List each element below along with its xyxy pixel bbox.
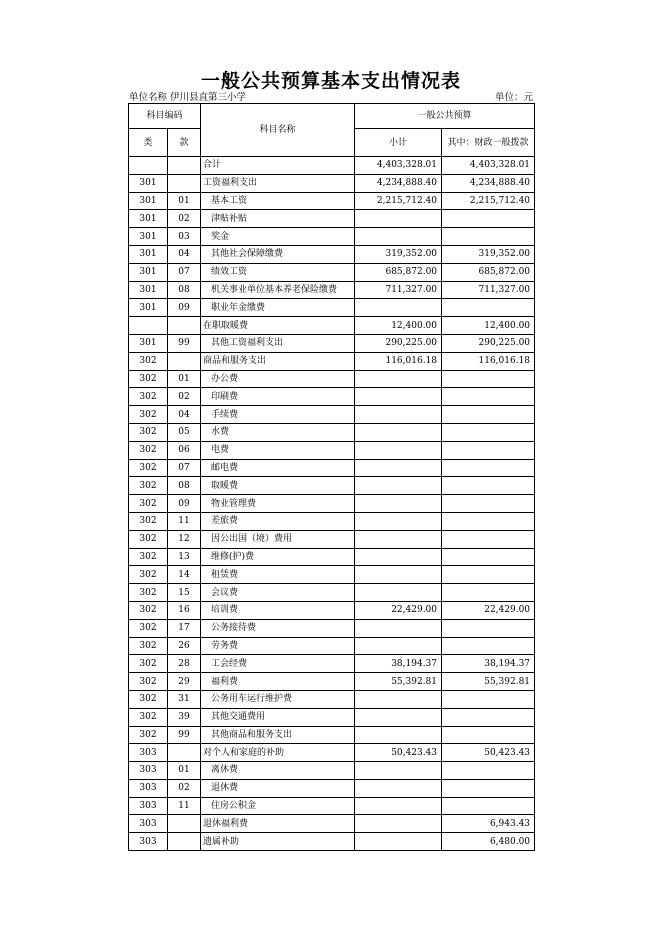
row-subtotal-cell: 22,429.00 <box>355 601 442 619</box>
currency-unit-label: 单位：元 <box>494 92 533 103</box>
row-lei-cell: 301 <box>129 263 168 281</box>
row-kuan-cell: 04 <box>168 406 201 424</box>
row-fiscal-cell <box>442 762 535 780</box>
row-fiscal-cell <box>442 637 535 655</box>
row-kuan-cell: 29 <box>168 673 201 691</box>
row-fiscal-cell <box>442 388 535 406</box>
row-lei-cell: 302 <box>129 548 168 566</box>
row-name-cell: 差旅费 <box>201 512 355 530</box>
row-subtotal-cell: 2,215,712.40 <box>355 192 442 210</box>
row-kuan-cell <box>168 815 201 833</box>
table-row <box>129 548 535 566</box>
row-name-cell: 其他交通费用 <box>201 708 355 726</box>
unit-name-label: 单位名称 伊川县直第三小学 <box>129 92 247 103</box>
row-name-cell: 奖金 <box>201 228 355 246</box>
row-name-cell: 在职取暖费 <box>201 317 355 335</box>
row-kuan-cell: 01 <box>168 192 201 210</box>
table-body <box>129 157 535 851</box>
row-subtotal-cell <box>355 210 442 228</box>
expenditure-table <box>128 103 535 851</box>
table-row <box>129 566 535 584</box>
row-subtotal-cell <box>355 815 442 833</box>
row-name-cell: 机关事业单位基本养老保险缴费 <box>201 281 355 299</box>
row-lei-cell: 303 <box>129 744 168 762</box>
row-kuan-cell: 26 <box>168 637 201 655</box>
table-row <box>129 708 535 726</box>
row-lei-cell: 302 <box>129 459 168 477</box>
row-name-cell: 津贴补贴 <box>201 210 355 228</box>
row-subtotal-cell: 319,352.00 <box>355 245 442 263</box>
row-fiscal-cell: 50,423.43 <box>442 744 535 762</box>
row-fiscal-cell <box>442 406 535 424</box>
row-kuan-cell: 07 <box>168 459 201 477</box>
row-kuan-cell: 08 <box>168 477 201 495</box>
row-name-cell: 手续费 <box>201 406 355 424</box>
row-kuan-cell <box>168 744 201 762</box>
row-subtotal-cell <box>355 423 442 441</box>
table-row <box>129 423 535 441</box>
row-subtotal-cell <box>355 584 442 602</box>
row-fiscal-cell <box>442 566 535 584</box>
row-kuan-cell: 02 <box>168 779 201 797</box>
row-fiscal-cell <box>442 530 535 548</box>
row-kuan-cell: 02 <box>168 388 201 406</box>
row-kuan-cell: 99 <box>168 726 201 744</box>
row-lei-cell: 302 <box>129 566 168 584</box>
row-lei-cell: 303 <box>129 762 168 780</box>
row-fiscal-cell <box>442 512 535 530</box>
row-name-cell: 公务用车运行维护费 <box>201 690 355 708</box>
row-kuan-cell: 09 <box>168 299 201 317</box>
header-subtotal: 小计 <box>355 129 442 157</box>
row-lei-cell: 302 <box>129 726 168 744</box>
row-subtotal-cell <box>355 459 442 477</box>
row-kuan-cell: 09 <box>168 495 201 513</box>
row-subtotal-cell <box>355 762 442 780</box>
row-lei-cell: 302 <box>129 655 168 673</box>
row-fiscal-cell <box>442 548 535 566</box>
header-name: 科目名称 <box>201 104 355 157</box>
row-kuan-cell: 31 <box>168 690 201 708</box>
table-row <box>129 174 535 192</box>
row-kuan-cell: 07 <box>168 263 201 281</box>
row-fiscal-cell <box>442 370 535 388</box>
row-fiscal-cell: 685,872.00 <box>442 263 535 281</box>
row-name-cell: 对个人和家庭的补助 <box>201 744 355 762</box>
row-kuan-cell <box>168 157 201 175</box>
row-subtotal-cell: 685,872.00 <box>355 263 442 281</box>
row-lei-cell: 302 <box>129 690 168 708</box>
row-kuan-cell: 17 <box>168 619 201 637</box>
row-kuan-cell: 13 <box>168 548 201 566</box>
row-lei-cell: 302 <box>129 584 168 602</box>
row-subtotal-cell <box>355 388 442 406</box>
row-lei-cell: 302 <box>129 601 168 619</box>
row-lei-cell: 302 <box>129 673 168 691</box>
header-fiscal: 其中：财政一般拨款 <box>442 129 535 157</box>
row-kuan-cell <box>168 317 201 335</box>
row-kuan-cell: 02 <box>168 210 201 228</box>
table-row <box>129 655 535 673</box>
row-subtotal-cell <box>355 637 442 655</box>
row-name-cell: 住房公积金 <box>201 797 355 815</box>
row-lei-cell: 302 <box>129 530 168 548</box>
row-subtotal-cell <box>355 530 442 548</box>
table-row <box>129 441 535 459</box>
row-kuan-cell: 39 <box>168 708 201 726</box>
row-lei-cell: 303 <box>129 815 168 833</box>
table-row <box>129 584 535 602</box>
row-kuan-cell: 01 <box>168 370 201 388</box>
row-lei-cell: 302 <box>129 637 168 655</box>
row-fiscal-cell: 6,943.43 <box>442 815 535 833</box>
row-fiscal-cell <box>442 779 535 797</box>
row-fiscal-cell <box>442 619 535 637</box>
row-subtotal-cell: 38,194.37 <box>355 655 442 673</box>
row-subtotal-cell <box>355 441 442 459</box>
row-subtotal-cell: 4,403,328.01 <box>355 157 442 175</box>
row-lei-cell: 301 <box>129 192 168 210</box>
table-row <box>129 210 535 228</box>
row-kuan-cell: 14 <box>168 566 201 584</box>
row-lei-cell: 303 <box>129 779 168 797</box>
table-row <box>129 797 535 815</box>
row-kuan-cell: 06 <box>168 441 201 459</box>
table-row <box>129 530 535 548</box>
row-kuan-cell: 15 <box>168 584 201 602</box>
row-kuan-cell <box>168 833 201 851</box>
row-name-cell: 职业年金缴费 <box>201 299 355 317</box>
table-row <box>129 299 535 317</box>
table-row <box>129 601 535 619</box>
table-row <box>129 495 535 513</box>
row-kuan-cell: 01 <box>168 762 201 780</box>
row-name-cell: 公务接待费 <box>201 619 355 637</box>
row-name-cell: 退休费 <box>201 779 355 797</box>
row-fiscal-cell: 6,480.00 <box>442 833 535 851</box>
table-row <box>129 388 535 406</box>
table-row <box>129 317 535 335</box>
row-fiscal-cell <box>442 210 535 228</box>
row-name-cell: 邮电费 <box>201 459 355 477</box>
row-lei-cell: 302 <box>129 495 168 513</box>
row-lei-cell: 302 <box>129 441 168 459</box>
row-subtotal-cell <box>355 406 442 424</box>
table-row <box>129 263 535 281</box>
table-row <box>129 833 535 851</box>
row-name-cell: 水费 <box>201 423 355 441</box>
row-name-cell: 租赁费 <box>201 566 355 584</box>
row-lei-cell: 301 <box>129 210 168 228</box>
table-row <box>129 370 535 388</box>
row-name-cell: 物业管理费 <box>201 495 355 513</box>
row-subtotal-cell <box>355 779 442 797</box>
header-kuan: 款 <box>168 129 201 157</box>
table-row <box>129 673 535 691</box>
row-fiscal-cell <box>442 708 535 726</box>
row-subtotal-cell <box>355 495 442 513</box>
row-kuan-cell: 04 <box>168 245 201 263</box>
row-name-cell: 福利费 <box>201 673 355 691</box>
row-subtotal-cell: 50,423.43 <box>355 744 442 762</box>
row-lei-cell <box>129 317 168 335</box>
row-lei-cell: 301 <box>129 299 168 317</box>
row-fiscal-cell <box>442 459 535 477</box>
row-fiscal-cell <box>442 797 535 815</box>
row-name-cell: 取暖费 <box>201 477 355 495</box>
row-kuan-cell: 08 <box>168 281 201 299</box>
row-lei-cell: 302 <box>129 477 168 495</box>
row-lei-cell: 302 <box>129 370 168 388</box>
table-row <box>129 690 535 708</box>
row-fiscal-cell: 55,392.81 <box>442 673 535 691</box>
table-row <box>129 281 535 299</box>
row-lei-cell: 301 <box>129 174 168 192</box>
row-lei-cell: 302 <box>129 423 168 441</box>
table-row <box>129 228 535 246</box>
row-name-cell: 工会经费 <box>201 655 355 673</box>
row-lei-cell <box>129 157 168 175</box>
table-row <box>129 334 535 352</box>
row-name-cell: 基本工资 <box>201 192 355 210</box>
row-lei-cell: 303 <box>129 833 168 851</box>
row-name-cell: 会议费 <box>201 584 355 602</box>
table-row <box>129 744 535 762</box>
row-lei-cell: 302 <box>129 512 168 530</box>
row-subtotal-cell <box>355 299 442 317</box>
row-subtotal-cell: 4,234,888.40 <box>355 174 442 192</box>
header-budget: 一般公共预算 <box>355 104 535 129</box>
row-lei-cell: 301 <box>129 334 168 352</box>
row-name-cell: 办公费 <box>201 370 355 388</box>
row-lei-cell: 302 <box>129 619 168 637</box>
row-fiscal-cell: 2,215,712.40 <box>442 192 535 210</box>
row-fiscal-cell: 12,400.00 <box>442 317 535 335</box>
page-title: 一般公共预算基本支出情况表 <box>200 70 461 92</box>
row-kuan-cell: 99 <box>168 334 201 352</box>
row-kuan-cell <box>168 352 201 370</box>
row-name-cell: 其他工资福利支出 <box>201 334 355 352</box>
row-fiscal-cell <box>442 726 535 744</box>
row-name-cell: 商品和服务支出 <box>201 352 355 370</box>
table-row <box>129 512 535 530</box>
row-subtotal-cell <box>355 477 442 495</box>
row-name-cell: 因公出国（境）费用 <box>201 530 355 548</box>
row-kuan-cell: 11 <box>168 797 201 815</box>
row-kuan-cell: 03 <box>168 228 201 246</box>
row-subtotal-cell: 116,016.18 <box>355 352 442 370</box>
row-kuan-cell: 12 <box>168 530 201 548</box>
row-kuan-cell: 05 <box>168 423 201 441</box>
header-code: 科目编码 <box>129 104 201 129</box>
row-subtotal-cell <box>355 512 442 530</box>
row-fiscal-cell <box>442 584 535 602</box>
row-subtotal-cell: 12,400.00 <box>355 317 442 335</box>
row-fiscal-cell <box>442 228 535 246</box>
row-fiscal-cell: 116,016.18 <box>442 352 535 370</box>
table-row <box>129 157 535 175</box>
table-row <box>129 619 535 637</box>
row-lei-cell: 301 <box>129 228 168 246</box>
row-fiscal-cell <box>442 299 535 317</box>
row-lei-cell: 302 <box>129 352 168 370</box>
table-row <box>129 637 535 655</box>
table-row <box>129 477 535 495</box>
row-fiscal-cell: 290,225.00 <box>442 334 535 352</box>
row-name-cell: 劳务费 <box>201 637 355 655</box>
row-lei-cell: 301 <box>129 281 168 299</box>
row-name-cell: 培训费 <box>201 601 355 619</box>
row-name-cell: 其他社会保障缴费 <box>201 245 355 263</box>
row-kuan-cell <box>168 174 201 192</box>
row-name-cell: 电费 <box>201 441 355 459</box>
row-fiscal-cell <box>442 441 535 459</box>
table-row <box>129 245 535 263</box>
row-fiscal-cell: 38,194.37 <box>442 655 535 673</box>
row-name-cell: 绩效工资 <box>201 263 355 281</box>
row-subtotal-cell: 55,392.81 <box>355 673 442 691</box>
row-subtotal-cell <box>355 690 442 708</box>
table-row <box>129 815 535 833</box>
row-lei-cell: 302 <box>129 388 168 406</box>
row-fiscal-cell: 711,327.00 <box>442 281 535 299</box>
row-fiscal-cell: 22,429.00 <box>442 601 535 619</box>
row-name-cell: 退休福利费 <box>201 815 355 833</box>
row-name-cell: 合计 <box>201 157 355 175</box>
row-subtotal-cell <box>355 228 442 246</box>
row-name-cell: 其他商品和服务支出 <box>201 726 355 744</box>
row-subtotal-cell <box>355 726 442 744</box>
table-row <box>129 459 535 477</box>
row-fiscal-cell <box>442 423 535 441</box>
row-fiscal-cell <box>442 477 535 495</box>
row-subtotal-cell <box>355 370 442 388</box>
header-lei: 类 <box>129 129 168 157</box>
row-fiscal-cell: 4,403,328.01 <box>442 157 535 175</box>
row-subtotal-cell <box>355 708 442 726</box>
table-row <box>129 406 535 424</box>
row-subtotal-cell <box>355 566 442 584</box>
row-name-cell: 维修(护)费 <box>201 548 355 566</box>
row-subtotal-cell <box>355 619 442 637</box>
row-kuan-cell: 16 <box>168 601 201 619</box>
row-lei-cell: 301 <box>129 245 168 263</box>
table-row <box>129 762 535 780</box>
row-fiscal-cell <box>442 690 535 708</box>
row-fiscal-cell: 4,234,888.40 <box>442 174 535 192</box>
row-subtotal-cell: 711,327.00 <box>355 281 442 299</box>
row-lei-cell: 303 <box>129 797 168 815</box>
row-name-cell: 印刷费 <box>201 388 355 406</box>
row-subtotal-cell: 290,225.00 <box>355 334 442 352</box>
table-row <box>129 192 535 210</box>
row-lei-cell: 302 <box>129 708 168 726</box>
row-fiscal-cell: 319,352.00 <box>442 245 535 263</box>
row-subtotal-cell <box>355 548 442 566</box>
table-row <box>129 352 535 370</box>
row-lei-cell: 302 <box>129 406 168 424</box>
table-row <box>129 726 535 744</box>
row-name-cell: 离休费 <box>201 762 355 780</box>
row-name-cell: 遗属补助 <box>201 833 355 851</box>
row-subtotal-cell <box>355 833 442 851</box>
table-row <box>129 779 535 797</box>
row-subtotal-cell <box>355 797 442 815</box>
row-kuan-cell: 11 <box>168 512 201 530</box>
row-fiscal-cell <box>442 495 535 513</box>
row-kuan-cell: 28 <box>168 655 201 673</box>
row-name-cell: 工资福利支出 <box>201 174 355 192</box>
